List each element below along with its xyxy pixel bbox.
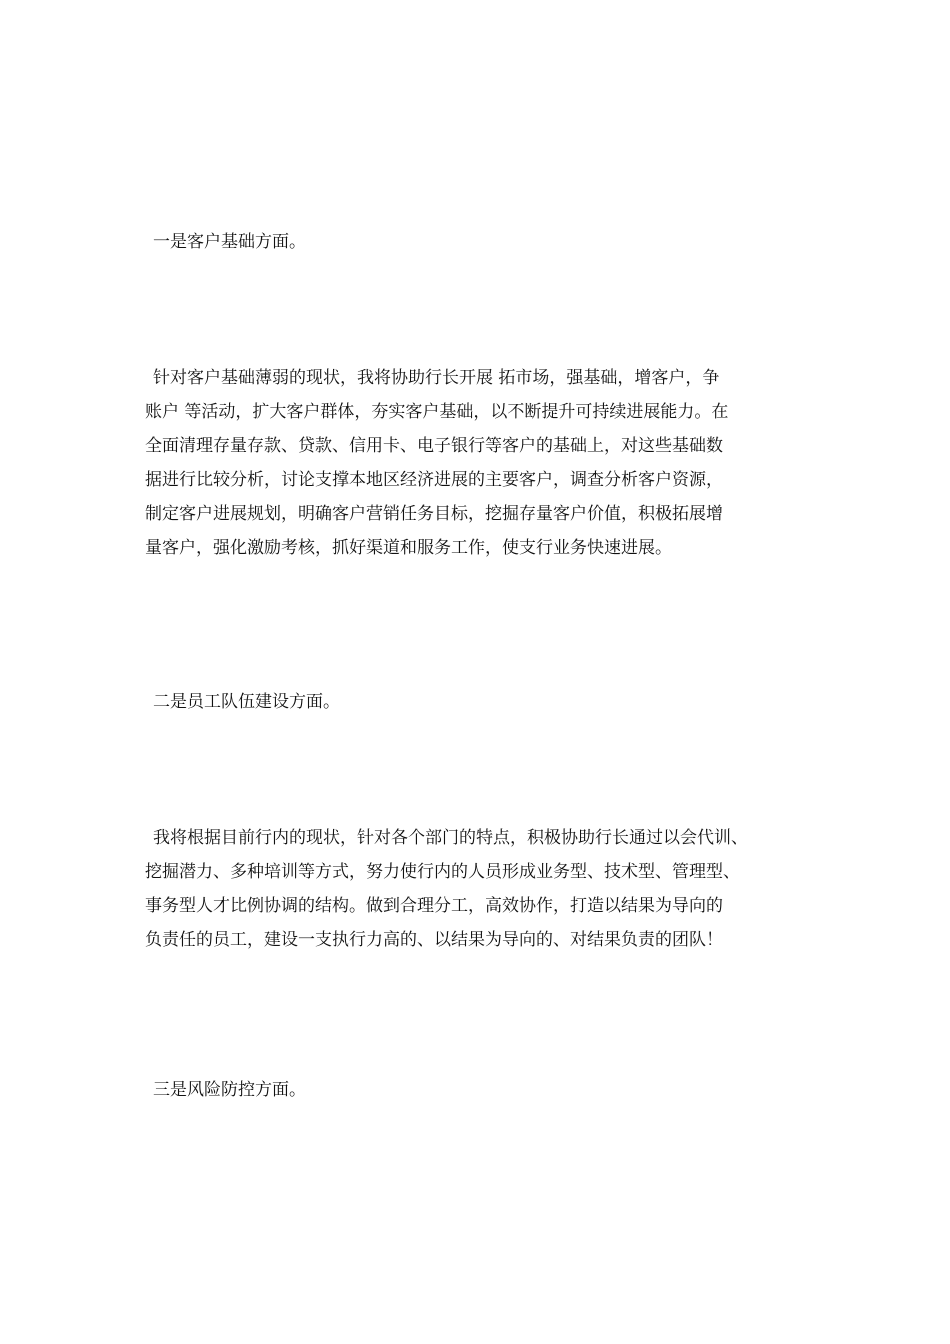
section-heading-3: 三是风险防控方面。 (153, 1080, 306, 1100)
paragraph-line: 量客户，强化激励考核，抓好渠道和服务工作，使支行业务快速进展。 (145, 538, 672, 558)
paragraph-line: 负责任的员工，建设一支执行力高的、以结果为导向的、对结果负责的团队！ (145, 930, 723, 950)
paragraph-line: 全面清理存量存款、贷款、信用卡、电子银行等客户的基础上，对这些基础数 (145, 436, 723, 456)
paragraph-line: 我将根据目前行内的现状，针对各个部门的特点，积极协助行长通过以会代训、 (153, 828, 748, 848)
paragraph-line: 事务型人才比例协调的结构。做到合理分工，高效协作，打造以结果为导向的 (145, 896, 723, 916)
paragraph-line: 据进行比较分析，讨论支撑本地区经济进展的主要客户，调查分析客户资源， (145, 470, 723, 490)
paragraph-line: 挖掘潜力、多种培训等方式，努力使行内的人员形成业务型、技术型、管理型、 (145, 862, 740, 882)
section-paragraph-1 (145, 366, 845, 570)
section-paragraph-2 (145, 826, 845, 962)
paragraph-line: 账户 等活动，扩大客户群体，夯实客户基础，以不断提升可持续进展能力。在 (145, 402, 729, 422)
paragraph-line: 制定客户进展规划，明确客户营销任务目标，挖掘存量客户价值，积极拓展增 (145, 504, 723, 524)
section-heading-2: 二是员工队伍建设方面。 (153, 692, 340, 712)
paragraph-line: 针对客户基础薄弱的现状，我将协助行长开展 拓市场，强基础，增客户，争 (153, 368, 720, 388)
section-heading-1: 一是客户基础方面。 (153, 232, 306, 252)
